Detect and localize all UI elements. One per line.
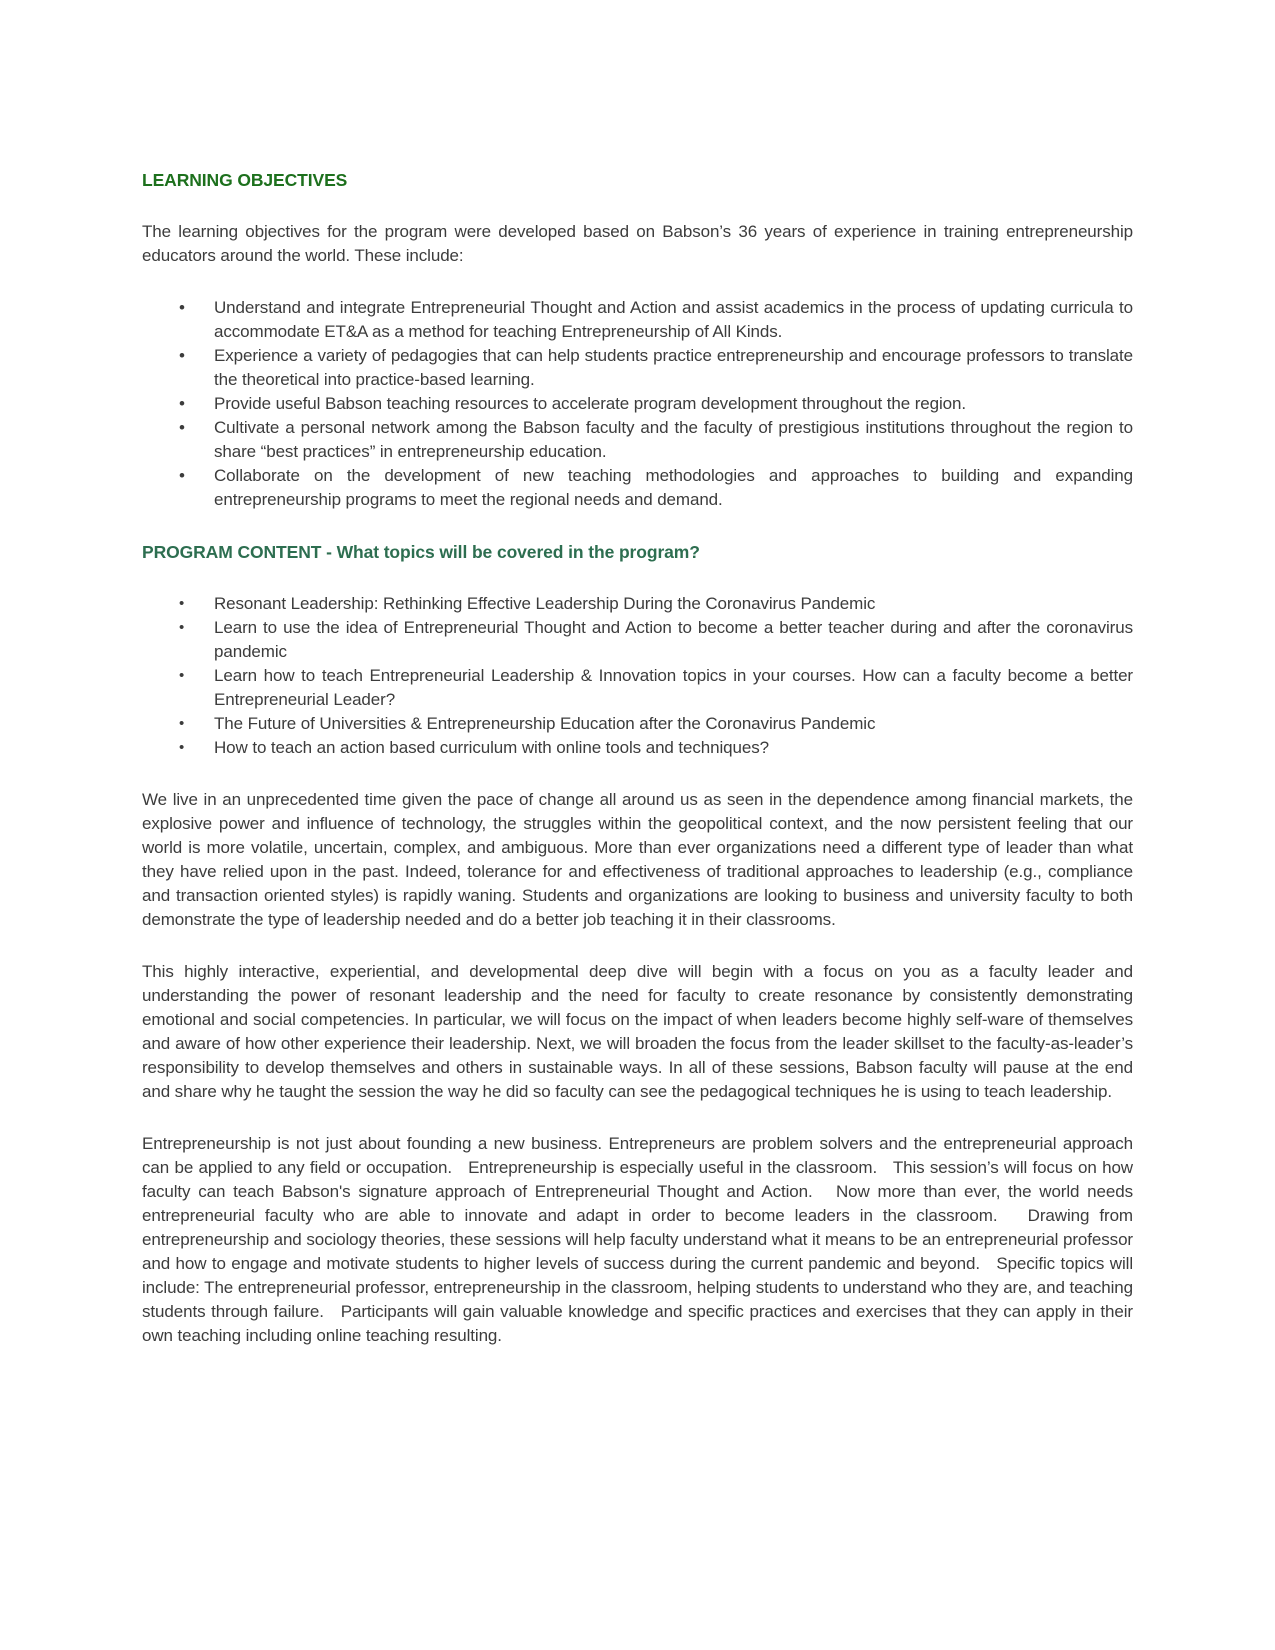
list-item [142,464,1133,512]
bullet-icon: • [179,667,185,684]
bullet-icon: • [179,715,185,732]
list-item [142,392,1133,416]
list-item [142,592,1133,616]
list-item-text: Understand and integrate Entrepreneurial Thought and Action and assist academics in the process of updating curricula to accommodate ET&A as a method for teaching Entrepreneurship of All Kinds. [214,298,1133,341]
list-item-text: Collaborate on the development of new teaching methodologies and approaches to building and expanding entrepreneurship programs to meet the regional needs and demand. [214,466,1133,509]
list-item [142,616,1133,664]
list-item [142,296,1133,344]
bullet-icon: • [179,394,185,413]
bullet-icon: • [179,466,185,485]
list-item-text: The Future of Universities & Entrepreneurship Education after the Coronavirus Pandemic [214,714,876,733]
list-item-text: Provide useful Babson teaching resources to accelerate program development throughout the region. [214,394,966,413]
bullet-icon: • [179,595,185,612]
list-item [142,736,1133,760]
unprecedented-time-paragraph: We live in an unprecedented time given the pace of change all around us as seen in the dependence among financial markets, the explosive power and influence of technology, the struggles within the geopolitical context, and the now persistent feeling that our world is more volatile, uncertain, complex, and ambiguous. More than ever organizations need a different type of leader than what they have relied upon in the past. Indeed, tolerance for and effectiveness of traditional approaches to leadership (e.g., compliance and transaction oriented styles) is rapidly waning. Students and organizations are looking to business and university faculty to both demonstrate the type of leadership needed and do a better job teaching it in their classrooms. [142,790,1138,929]
list-item-text: How to teach an action based curriculum with online tools and techniques? [214,738,769,757]
list-item-text: Cultivate a personal network among the Babson faculty and the faculty of prestigious institutions throughout the region to share “best practices” in entrepreneurship education. [214,418,1133,461]
learning-objectives-heading: LEARNING OBJECTIVES [142,170,348,190]
entrepreneurship-paragraph: Entrepreneurship is not just about founding a new business. Entrepreneurs are problem solvers and the entrepreneurial approach can be applied to any field or occupation. Entrepreneurship is especially useful in the classroom. This session’s will focus on how faculty can teach Babson's signature approach of Entrepreneurial Thought and Action. Now more than ever, the world needs entrepreneurial faculty who are able to innovate and adapt in order to become leaders in the classroom. Drawing from entrepreneurship and sociology theories, these sessions will help faculty understand what it means to be an entrepreneurial professor and how to engage and motivate students to higher levels of success during the current pandemic and beyond. Specific topics will include: The entrepreneurial professor, entrepreneurship in the classroom, helping students to understand who they are, and teaching students through failure. Participants will gain valuable knowledge and specific practices and exercises that they can apply in their own teaching including online teaching resulting. [142,1134,1138,1345]
list-item-text: Learn how to teach Entrepreneurial Leadership & Innovation topics in your courses. How can a faculty become a better Entrepreneurial Leader? [214,666,1133,709]
resonant-leadership-paragraph: This highly interactive, experiential, and developmental deep dive will begin with a focus on you as a faculty leader and understanding the power of resonant leadership and the need for faculty to create resonance by consistently demonstrating emotional and social competencies. In particular, we will focus on the impact of when leaders become highly self-ware of themselves and aware of how other experience their leadership. Next, we will broaden the focus from the leader skillset to the faculty-as-leader’s responsibility to develop themselves and others in sustainable ways. In all of these sessions, Babson faculty will pause at the end and share why he taught the session the way he did so faculty can see the pedagogical techniques he is using to teach leadership. [142,962,1138,1101]
learning-objectives-intro-paragraph: The learning objectives for the program were developed based on Babson’s 36 years of experience in training entrepreneurship educators around the world. These include: [142,222,1138,265]
learning-objectives-list [142,296,1133,512]
list-item [142,664,1133,712]
list-item [142,712,1133,736]
list-item-text: Experience a variety of pedagogies that can help students practice entrepreneurship and encourage professors to translate the theoretical into practice-based learning. [214,346,1133,389]
bullet-icon: • [179,298,185,317]
bullet-icon: • [179,619,185,636]
list-item [142,416,1133,464]
bullet-icon: • [179,739,185,756]
list-item-text: Learn to use the idea of Entrepreneurial Thought and Action to become a better teacher during and after the coronavirus pandemic [214,618,1133,661]
program-content-list [142,592,1133,760]
bullet-icon: • [179,418,185,437]
list-item [142,344,1133,392]
list-item-text: Resonant Leadership: Rethinking Effective Leadership During the Coronavirus Pandemic [214,594,876,613]
program-content-heading: PROGRAM CONTENT - What topics will be covered in the program? [142,542,700,562]
bullet-icon: • [179,346,185,365]
